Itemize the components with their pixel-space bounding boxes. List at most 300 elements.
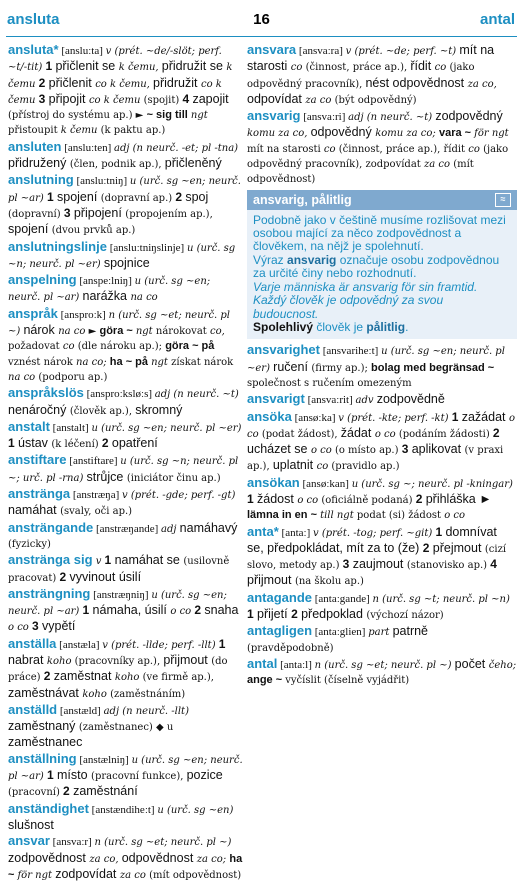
entry-text: 3 [342,557,353,572]
header-divider [6,36,517,37]
entry-text: na co [130,292,158,304]
entry-text: nést odpovědnost [365,75,468,90]
entry-text: [anstalt] [49,421,92,434]
entry-text: přičlenit [48,75,96,90]
entry-text: přidružit se [161,59,227,74]
entry-text: u (urč. sg ~en; neurč. pl ~ar) [8,276,211,304]
entry-text: co k čemu, [95,78,154,90]
entry-text: u (urč. sg ~en; neurč. pl ~er) [91,422,242,434]
entry-text: adj (n neurč. ~t) [154,389,239,401]
entry-text: göra ~ [99,325,136,338]
entry-text: připojit [48,91,89,106]
headword: ansökan [247,474,300,490]
entry-text: 1 [247,607,258,622]
entry-text: strůjce [86,469,127,484]
entry-text: u (urč. sg ~n; neurč. pl ~; urč. pl -rna) [8,456,239,484]
entry-text: přičleněný [164,156,222,171]
entry-text: 3 [32,619,43,634]
entry-text: čeho; [488,659,517,671]
entry-text: 1 [104,553,115,568]
usage-note-body [247,210,517,340]
entry-text: ngt [190,110,208,122]
entry-text: [anstiftare] [66,455,121,468]
entry-text: zaujmout [352,557,407,572]
entry-text: ha ~ [8,852,243,881]
entry-text: namáhat se [114,553,184,568]
entry-text: přijetí [257,607,292,622]
entry-text: 1 [46,768,57,783]
entry-text: för ngt [474,128,509,140]
entry-text: počet [454,656,489,671]
page-number: 16 [253,11,270,28]
entry-text: opatření [111,436,158,451]
entry-text: [anstæld] [57,704,104,717]
entry-text: získat nárok [171,356,234,368]
entry-text: 2 [175,189,186,204]
entry-text: ~ sig till [146,109,191,122]
entry-text: co [316,461,332,473]
dictionary-entry [8,173,244,238]
entry-text: [antaːglien] [312,626,369,639]
entry-text: (stanovisko ap.) [406,560,491,572]
entry-text: odpovídat [247,91,306,106]
entry-text: namáhavý [179,520,238,535]
headword: anspelning [8,272,77,288]
entry-text: zaměstnat [53,669,115,684]
entry-text: co k čemu [8,78,222,106]
entry-text: (ve firmě ap.), [142,672,214,684]
headword: ansvarig [247,108,301,124]
entry-text: za co, [467,78,497,90]
headword: anslutning [8,172,74,188]
entry-text: (zaměstnanec) ◆ u [78,722,174,734]
entry-text: [antaːl] [277,658,315,671]
headword: ansöka [247,408,292,424]
dictionary-entry [8,453,244,486]
dictionary-entry [247,525,517,590]
headword: ansluten [8,138,62,154]
entry-text: zaměstnání [73,784,138,799]
header-last-headword: antal [479,11,515,28]
entry-text: 2 [422,540,433,555]
entry-text: adj [161,523,180,535]
entry-text: (být odpovědný) [334,94,417,106]
entry-text: zodpovědně [376,392,445,407]
entry-text: zapojit [192,91,229,106]
entry-text: (mít odpovědnost) [247,159,474,186]
entry-text: (dle nároku ap.); [77,341,166,353]
entry-text: na co; [76,356,110,368]
headword: ansvarighet [247,342,320,358]
entry-text: (pracovní funkce), [91,771,187,783]
dictionary-entry [247,392,517,408]
entry-text: n (urč. sg ~et; neurč. pl ~) [94,837,232,849]
entry-text: [antaː] [278,526,313,539]
entry-text: (dopravní) [8,208,64,220]
entry-text: přijmout [247,573,295,588]
entry-text: koho [46,655,75,667]
entry-text: u (urč. sg ~en; neurč. pl ~ar) [8,754,243,783]
entry-text: za co [305,94,335,106]
dictionary-entry [8,637,244,702]
entry-text: k čemu [60,125,101,137]
right-column-top-entries [247,43,517,188]
entry-text: řídit [410,59,435,74]
entry-text: (iniciátor činu ap.) [126,472,221,484]
dictionary-entry [247,624,517,656]
entry-text: (pravděpodobně) [247,642,334,654]
entry-text: (přístroj do systému ap.) ► [8,110,147,122]
dictionary-entry [8,834,244,883]
entry-text: (do práce) [8,655,228,684]
entry-text: 4 [490,557,497,572]
entry-text: 1 [435,524,446,539]
entry-text: odpovědnost [121,850,197,865]
entry-text: skromný [135,402,183,417]
entry-text: (pracovní) [8,787,64,799]
entry-text: [ansluːten] [61,141,115,154]
entry-text: přičlenit se [55,59,119,74]
entry-text: snaha [204,603,239,618]
entry-text: (pravidlo ap.) [331,461,400,473]
headword: antal [247,655,278,671]
entry-text: 4 [182,91,193,106]
entry-text: (výchozí názor) [366,610,444,622]
entry-text: lämna in en ~ [247,509,321,522]
entry-text: v (prét. ~de/-slöt; perf. ~t/-tit) [8,46,222,74]
entry-text: (firmy ap.); [311,362,372,374]
dictionary-entry [8,553,244,586]
entry-text: o co [310,445,335,457]
entry-text: co k čemu [88,94,144,106]
entry-text: 2 [291,607,302,622]
entry-text: göra ~ på [165,340,215,353]
entry-text: (spojit) [143,94,183,106]
entry-text: (činnost, práce ap.), řídit [338,143,469,155]
entry-text: na co [8,371,39,383]
usage-note-line-2: Výraz ansvarig označuje osobu zodpovědnou za určité činy nebo rozhodnutí. [253,252,500,281]
entry-text: vznést nárok [8,356,77,368]
headword: ansträngande [8,519,94,535]
entry-text: (fyzicky) [8,538,51,550]
entry-text: zaměstnanec [8,735,83,750]
entry-text: v (prét. -gde; perf. -gt) [122,490,236,502]
entry-text: namáhat [8,503,61,518]
entry-text: vypětí [42,619,76,634]
entry-text: [ansluːtniŋslinje] [106,241,187,254]
entry-text: pozice [186,768,223,783]
entry-text: co, [209,326,225,338]
dictionary-entry [8,386,244,419]
entry-text: part [368,627,393,639]
dictionary-entry [8,587,244,636]
entry-text: 1 [46,189,57,204]
headword: antagligen [247,623,313,639]
entry-text: u (urč. sg ~en) [157,804,234,816]
entry-text: aplikovat [411,442,465,457]
entry-text: bolag med begränsad ~ [371,361,495,374]
entry-text: v [92,556,105,568]
entry-text: till ngt [320,510,357,522]
entry-text: koho [82,688,111,700]
entry-text: [anstændiheːt] [88,803,158,816]
entry-text: zodpovídat [55,866,120,881]
entry-text: zodpovědný [435,109,503,124]
entry-text: ústav [18,436,52,451]
entry-text: 2 [492,425,500,440]
entry-text: (v praxi ap.), [247,445,504,473]
usage-note-title [247,190,517,210]
dictionary-entry [8,802,244,834]
entry-text: v (prét. -tog; perf. ~git) [313,527,436,539]
entry-text: 3 [401,442,412,457]
entry-text: 2 [194,603,205,618]
headword: anställning [8,750,77,766]
entry-text: [anstræŋniŋ] [90,588,152,601]
entry-text: (o místo ap.) [334,445,402,457]
entry-text: spojení [57,189,101,204]
entry-text: nárok [23,323,59,338]
entry-text: domnívat se, předpokládat, mít za to (že) [247,524,497,555]
entry-text: u (urč. sg ~en; neurč. pl ~ar) [8,589,227,618]
entry-text: [ansvariheːt] [319,345,382,358]
entry-text: (oficiálně podaná) [321,495,416,506]
entry-text: (podáním žádosti) [398,428,493,440]
entry-text: co [434,62,450,74]
entry-text: vyčíslit (číselně vyjádřit) [285,675,410,687]
entry-text: ha ~ på [109,355,152,368]
entry-text: 1 [8,436,19,451]
dictionary-entry [247,343,517,391]
dictionary-entry [8,240,244,273]
entry-text: vyvinout úsilí [69,569,142,584]
dictionary-entry [8,140,244,173]
entry-text: odpovědný [310,125,376,140]
entry-text: připojení [73,205,126,220]
entry-text: 2 [43,669,54,684]
entry-text: adj (n neurč. -llt) [103,705,189,717]
entry-text: koho [114,672,143,684]
entry-text: (zaměstnáním) [110,688,186,700]
entry-text: slušnost [8,817,54,832]
entry-text: 1 [45,59,56,74]
entry-text: na co ► [58,326,100,338]
entry-text: u (urč. sg ~; neurč. pl -kningar) [351,478,513,490]
right-column [247,43,517,746]
entry-text: [anstræŋa] [70,489,123,502]
entry-text: ngt [135,326,156,338]
entry-text: (mít odpovědnost) [149,869,242,881]
entry-text: k čemu [8,62,233,90]
entry-text: místo [57,768,92,783]
entry-text: [antaːgande] [312,592,373,605]
entry-text: adj (n neurč. ~t) [348,112,436,124]
dictionary-entry [8,703,244,751]
entry-text: požadovat [8,341,63,353]
entry-text: ucházet se [247,442,311,457]
entry-text: námaha, úsilí [92,603,171,618]
entry-text: (propojením ap.), [125,208,213,220]
entry-text: [ansluːtniŋ] [73,175,130,188]
entry-text: n (urč. sg ~et; neurč. pl ~) [8,309,231,338]
usage-note-example: Varje människa är ansvarig för sin framtid. Každý člověk je odpovědný za svou budoucnost. [253,279,478,321]
entry-text: n (urč. sg ~t; neurč. pl ~n) [372,593,510,605]
dictionary-entry [8,487,244,520]
entry-text: [ansvaːrit] [304,394,356,407]
entry-text: zodpovědnost [8,850,90,865]
entry-text: (činnost, práce ap.), [305,62,411,74]
dictionary-entry [247,591,517,624]
headword: anstiftare [8,452,67,468]
entry-text: (cizí slovo, metody ap.) [247,543,507,572]
headword: anstränga sig [8,552,93,568]
headword: ansluta* [8,42,59,57]
entry-text: ange ~ [247,674,286,687]
usage-note-box [247,190,517,340]
headword: anspråkslös [8,385,84,401]
entry-text: adv [355,395,377,407]
entry-text: vara ~ [438,127,475,140]
entry-text: co [290,62,306,74]
entry-text: narážka [82,289,131,304]
entry-text: žádat [340,425,375,440]
entry-text: 2 [59,569,70,584]
entry-text: v (prét. ~de; perf. ~t) [345,46,460,57]
right-column-bottom-entries [247,343,517,688]
entry-text: [ansvaːra] [296,45,346,57]
entry-text: ručení [273,359,312,374]
entry-text: o co [444,510,466,522]
entry-text: co [323,143,339,155]
entry-text: [ansproːk] [57,308,109,321]
header-first-headword: ansluta [7,11,60,28]
entry-text: (jako odpovědný pracovník), [247,62,475,90]
dictionary-entry [247,410,517,475]
headword: antagande [247,589,313,605]
approx-icon: ≈ [495,193,511,207]
headword: ansvarigt [247,391,305,407]
entry-text: (dopravní ap.) [100,192,176,204]
entry-text: 2 [415,492,426,506]
entry-text: v (prét. -llde; perf. -llt) [102,639,219,651]
entry-text: [ansvaːri] [300,111,349,124]
entry-text: patrně [392,624,429,639]
usage-note-line-4: Spolehlivý člověk je pålitlig. [253,319,409,334]
headword: anstränga [8,486,71,502]
entry-text: 2 [38,75,49,90]
entry-text: komu za co, [247,128,311,140]
entry-text: k čemu, [118,62,162,74]
entry-text: [anstæla] [56,638,103,651]
entry-text: zaměstnaný [8,719,79,734]
entry-text: za co [119,869,150,881]
entry-text: 1 [218,636,226,651]
entry-text: přejmout [432,540,485,555]
entry-text: přistoupit [8,125,61,137]
entry-text: (usilovně pracovat) [8,556,230,584]
entry-text: (pracovníky ap.), [74,655,164,667]
entry-text: zažádat [461,409,509,424]
entry-text: přihláška ► [425,492,492,506]
headword: anställd [8,701,58,717]
entry-text: 3 [63,205,74,220]
entry-text: o co [8,622,32,634]
entry-text: (na školu ap.) [294,576,364,588]
entry-text: (člen, podnik ap.), [69,159,165,171]
entry-text: za co; [196,853,230,865]
entry-text: 1 [451,409,462,424]
entry-text: přijmout [163,652,212,667]
usage-note-title-text: ansvarig, pålitlig [253,192,352,207]
dictionary-entry [247,109,517,187]
entry-text: ngt [151,356,172,368]
entry-text: přidružený [8,156,70,171]
headword: ansvar [8,833,50,849]
headword: anta* [247,523,279,539]
entry-text: [anspeːlniŋ] [76,275,135,288]
headword: ansvara [247,42,297,57]
entry-text: 2 [63,784,74,799]
entry-text: u (urč. sg ~en; neurč. pl ~ar) [8,176,241,204]
dictionary-entry [8,521,244,553]
entry-text: [ansvaːr] [49,836,95,849]
entry-text: adj (n neurč. -et; pl -tna) [114,142,239,154]
dictionary-entry [247,476,517,524]
entry-text: (podat žádost), [261,428,341,440]
entry-text: zaměstnávat [8,685,83,700]
entry-text: 3 [38,91,49,106]
headword: anslutningslinje [8,238,107,254]
entry-text: co [468,143,484,155]
entry-text: 1 [247,492,258,506]
dictionary-entry [247,657,517,689]
entry-text: (k paktu ap.) [100,125,166,137]
dictionary-entry [8,43,244,139]
entry-text: za co [423,159,454,171]
entry-text: společnost s ručením omezeným [247,377,412,389]
entry-text: přidružit [153,75,201,90]
entry-text: žádost [257,492,298,506]
entry-text: [ansproːksløːs] [83,388,155,401]
entry-text: för ngt [17,869,56,881]
entry-text: o co [247,412,516,440]
entry-text: nárokovat [155,326,210,338]
entry-text: o co [374,428,399,440]
entry-text: (podporu ap.) [38,371,108,383]
entry-text: 2 [101,436,112,451]
dictionary-entry [247,43,517,108]
entry-text: o co [297,495,322,506]
entry-text: n (urč. sg ~et; neurč. pl ~) [314,659,455,671]
entry-text: spoj [185,189,209,204]
entry-text: [ansøːkan] [299,477,352,490]
entry-text: co [62,341,78,353]
entry-text: komu za co; [375,128,439,140]
entry-text: (svaly, oči ap.) [60,506,133,518]
headword: ansträngning [8,585,91,601]
entry-text: nabrat [8,652,47,667]
headword: anstalt [8,418,50,434]
entry-text: o co [170,606,195,618]
page-header [0,0,523,34]
entry-text: spojnice [103,255,150,270]
entry-text: mít na starosti [247,43,495,74]
entry-text: předpoklad [301,607,367,622]
headword: anständighet [8,800,89,816]
entry-text: (k léčení) [51,439,102,451]
entry-text: [ansluːta] [58,45,106,57]
entry-text: (člověk ap.), [69,405,136,417]
